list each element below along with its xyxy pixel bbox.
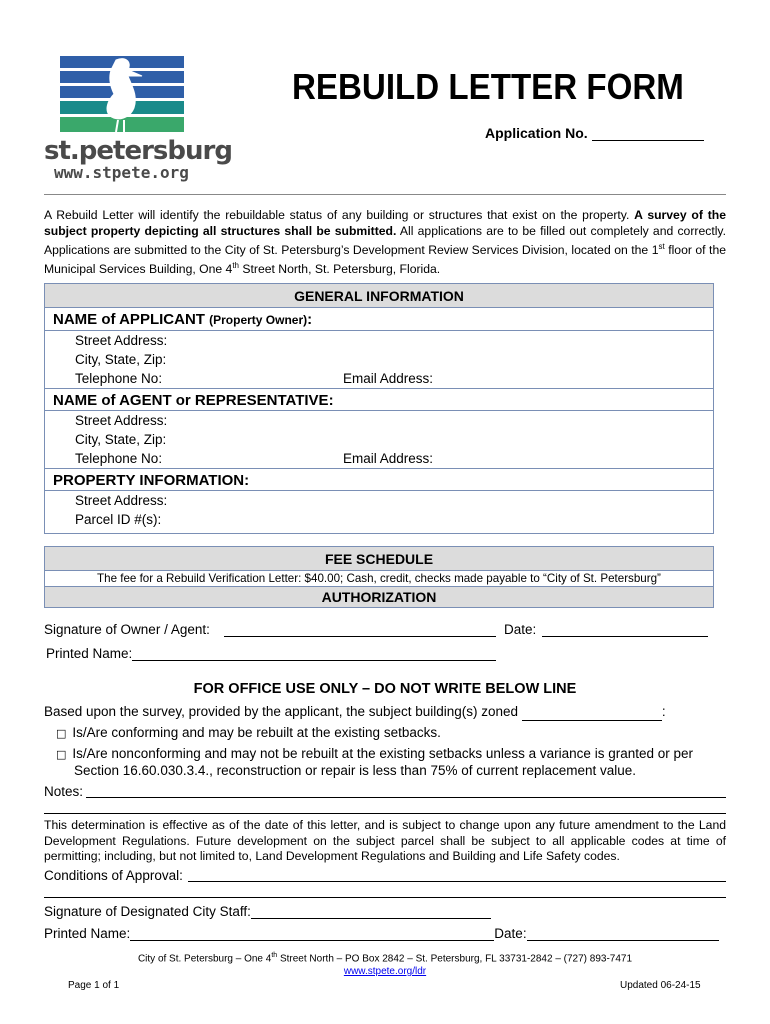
email-label: Email Address: xyxy=(343,371,434,386)
staff-date-label: Date: xyxy=(494,926,527,941)
logo-url: www.stpete.org xyxy=(54,163,189,182)
notes-label: Notes: xyxy=(44,784,84,799)
footer-link-row xyxy=(0,966,770,977)
applicant-heading: NAME of APPLICANT (Property Owner): xyxy=(45,308,713,331)
parcel-label: Parcel ID #(s): xyxy=(75,512,162,527)
owner-signature-field[interactable] xyxy=(224,623,496,637)
conditions-field-line-2[interactable] xyxy=(44,897,726,898)
conditions-label: Conditions of Approval: xyxy=(44,868,183,883)
conforming-option xyxy=(56,724,441,743)
owner-date-line xyxy=(504,622,708,637)
phone-label: Telephone No: xyxy=(75,371,163,386)
intro-paragraph xyxy=(44,207,726,277)
checkbox-icon[interactable]: □ xyxy=(56,748,67,761)
footer-address-sup: th xyxy=(271,952,278,959)
city-label: City, State, Zip: xyxy=(75,432,167,447)
owner-date-label: Date: xyxy=(504,622,537,637)
owner-signature-line xyxy=(44,622,496,637)
agent-phone-row[interactable] xyxy=(45,449,713,468)
owner-printed-name-label: Printed Name: xyxy=(46,646,133,661)
office-use-heading: FOR OFFICE USE ONLY – DO NOT WRITE BELOW LINE xyxy=(193,681,577,697)
staff-printed-name-field[interactable] xyxy=(130,927,494,941)
zoning-statement: Based upon the survey, provided by the applicant, the subject building(s) zoned : xyxy=(44,704,666,719)
property-street-row[interactable] xyxy=(45,491,713,510)
authorization-heading: AUTHORIZATION xyxy=(45,587,713,607)
application-number-label: Application No. xyxy=(485,125,588,141)
fee-schedule-heading: FEE SCHEDULE xyxy=(45,547,713,571)
agent-street-row[interactable] xyxy=(45,411,713,430)
conditions-field-line-1[interactable] xyxy=(188,881,726,882)
applicant-city-row[interactable] xyxy=(45,350,713,369)
staff-printed-name-line xyxy=(44,926,719,941)
street-label: Street Address: xyxy=(75,413,168,428)
updated-date: Updated 06-24-15 xyxy=(620,980,701,991)
owner-signature-label: Signature of Owner / Agent: xyxy=(44,622,210,637)
phone-label: Telephone No: xyxy=(75,451,163,466)
nonconforming-option-text: Is/Are nonconforming and may not be rebuilt at the existing setbacks unless a variance is granted or per xyxy=(72,746,693,761)
logo-name: st.petersburg xyxy=(44,136,232,166)
notes-field-line-2[interactable] xyxy=(44,813,726,814)
intro-text-4: floor of the Municipal Services Building, One 4 xyxy=(44,243,726,277)
owner-printed-name-line xyxy=(46,646,496,661)
footer-address-text-a: City of St. Petersburg – One 4 xyxy=(137,953,272,965)
intro-text-3: All applications are to be filled out completely and correctly. Applications are submitted to the City of St. Petersburg’s Development Review Services Division, located on the 1 xyxy=(44,224,726,258)
owner-date-field[interactable] xyxy=(542,623,708,637)
application-number xyxy=(485,125,704,141)
agent-heading: NAME of AGENT or REPRESENTATIVE: xyxy=(45,388,713,411)
fee-authorization-section xyxy=(44,546,714,608)
staff-signature-label: Signature of Designated City Staff: xyxy=(44,904,251,919)
street-label: Street Address: xyxy=(75,493,168,508)
footer-address xyxy=(0,952,770,964)
property-parcel-row[interactable] xyxy=(45,510,713,529)
zoning-field[interactable] xyxy=(522,707,662,721)
agent-city-row[interactable] xyxy=(45,430,713,449)
general-information-section xyxy=(44,283,714,534)
intro-text-5: Street North, St. Petersburg, Florida. xyxy=(239,262,441,277)
zoning-statement-text: Based upon the survey, provided by the applicant, the subject building(s) zoned xyxy=(44,704,519,719)
applicant-street-row[interactable] xyxy=(45,331,713,350)
intro-text-1: A Rebuild Letter will identify the rebuildable status of any building or structures that exist on the property. xyxy=(44,208,630,222)
nonconforming-option-continued: Section 16.60.030.3.4., reconstruction or repair is less than 75% of current replacement value. xyxy=(74,763,637,778)
notes-field-line-1[interactable] xyxy=(86,797,726,798)
fee-text: The fee for a Rebuild Verification Letter: $40.00; Cash, credit, checks made payable to “City of St. Petersburg” xyxy=(45,571,713,587)
applicant-phone-row[interactable] xyxy=(45,369,713,388)
applicant-note: (Property Owner) xyxy=(209,313,308,327)
staff-date-field[interactable] xyxy=(527,927,719,941)
pelican-emblem xyxy=(60,56,184,132)
owner-printed-name-field[interactable] xyxy=(132,647,496,661)
footer-address-text-b: Street North – PO Box 2842 – St. Petersburg, FL 33731-2842 – (727) 893-7471 xyxy=(277,953,633,965)
intro-sup-2: th xyxy=(232,261,239,271)
property-heading: PROPERTY INFORMATION: xyxy=(45,468,713,491)
staff-signature-line xyxy=(44,904,491,919)
footer-link[interactable]: www.stpete.org/ldr xyxy=(343,966,427,977)
conforming-option-text: Is/Are conforming and may be rebuilt at the existing setbacks. xyxy=(72,725,441,740)
determination-paragraph: This determination is effective as of the date of this letter, and is subject to change upon any future amendment to the Land Development Regulations. Future development on the subject parcel shall be subject to all applicable codes at time of permitting; including, but not limited to, Land Development Regulations and Building and Life Safety codes. xyxy=(44,818,726,863)
checkbox-icon[interactable]: □ xyxy=(56,727,67,740)
staff-signature-field[interactable] xyxy=(251,905,491,919)
city-label: City, State, Zip: xyxy=(75,352,167,367)
general-information-heading: GENERAL INFORMATION xyxy=(45,284,713,308)
city-logo xyxy=(44,56,232,182)
form-title: REBUILD LETTER FORM xyxy=(292,66,684,107)
street-label: Street Address: xyxy=(75,333,168,348)
applicant-label: NAME of APPLICANT xyxy=(53,311,205,328)
header-divider xyxy=(44,194,726,195)
intro-sup-1: st xyxy=(658,242,665,251)
staff-printed-name-label: Printed Name: xyxy=(44,926,131,941)
page-number: Page 1 of 1 xyxy=(68,980,120,991)
application-number-field[interactable] xyxy=(592,127,704,141)
email-label: Email Address: xyxy=(343,451,434,466)
intro-text-bold: A survey of the subject property depicting all structures shall be submitted. xyxy=(44,208,726,238)
